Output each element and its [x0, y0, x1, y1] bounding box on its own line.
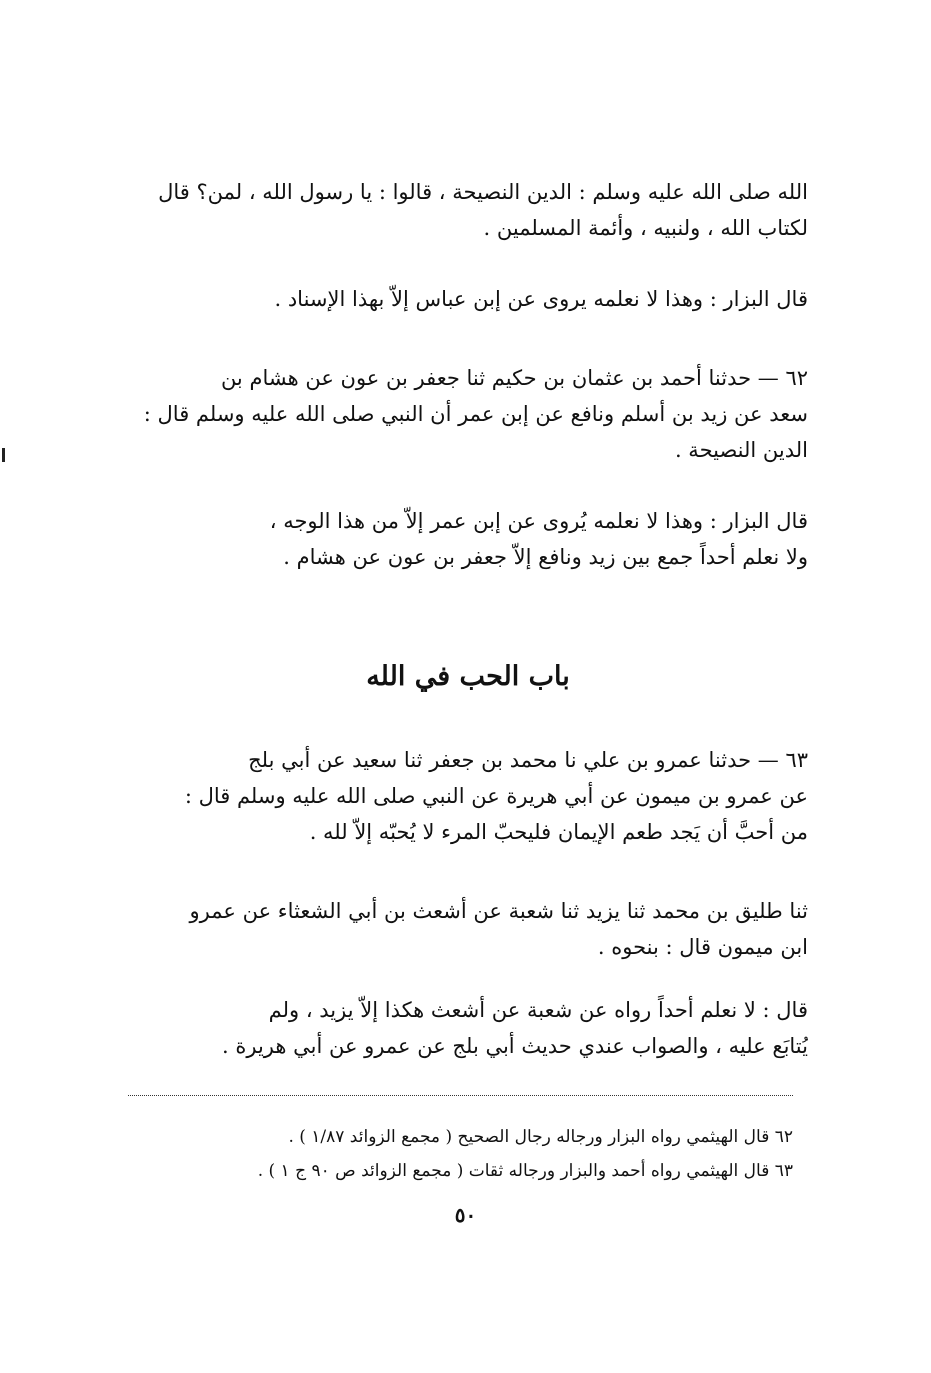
text-line: ٦٢ — حدثنا أحمد بن عثمان بن حكيم ثنا جعفر بن عون عن هشام بن — [220, 366, 808, 390]
text-line: ثنا طليق بن محمد ثنا يزيد ثنا شعبة عن أشعث بن أبي الشعثاء عن عمرو — [189, 899, 808, 923]
text-line: يُتابَع عليه ، والصواب عندي حديث أبي بلج عن عمرو عن أبي هريرة . — [222, 1034, 808, 1058]
text-line: عن عمرو بن ميمون عن أبي هريرة عن النبي صلى الله عليه وسلم قال : — [184, 784, 808, 808]
page-number: ٥٠ — [454, 1203, 477, 1227]
text-line: لكتاب الله ، ولنبيه ، وأئمة المسلمين . — [483, 216, 808, 240]
text-line: سعد عن زيد بن أسلم ونافع عن إبن عمر أن النبي صلى الله عليه وسلم قال : — [143, 402, 808, 426]
paragraph-bazzar-comment-63 — [128, 992, 808, 1064]
paragraph-bazzar-comment-61 — [128, 281, 808, 317]
text-line: الدين النصيحة . — [674, 438, 808, 462]
text-line: الله صلى الله عليه وسلم : الدين النصيحة ، قالوا : يا رسول الله ، لمن؟ قال — [158, 180, 808, 204]
text-line: قال البزار : وهذا لا نعلمه يروى عن إبن عباس إلاّ بهذا الإسناد . — [274, 287, 808, 311]
text-line: من أحبَّ أن يَجد طعم الإيمان فليحبّ المرء لا يُحبّه إلاّ لله . — [309, 820, 808, 844]
text-line: ابن ميمون قال : بنحوه . — [597, 935, 808, 959]
paragraph-hadith-63 — [128, 742, 808, 850]
footnotes — [128, 1120, 793, 1188]
text-line: قال : لا نعلم أحداً رواه عن شعبة عن أشعث هكذا إلاّ يزيد ، ولم — [268, 998, 808, 1022]
scan-edge-mark — [2, 448, 5, 462]
text-line: قال البزار : وهذا لا نعلمه يُروى عن إبن عمر إلاّ من هذا الوجه ، — [269, 509, 808, 533]
paragraph-hadith-61-ending — [128, 174, 808, 246]
footnote-divider — [128, 1095, 793, 1096]
paragraph-second-chain-63 — [128, 893, 808, 965]
text-line: ولا نعلم أحداً جمع بين زيد ونافع إلاّ جعفر بن عون عن هشام . — [283, 545, 808, 569]
paragraph-bazzar-comment-62 — [128, 503, 808, 575]
footnote-62: ٦٢ قال الهيثمي رواه البزار ورجاله رجال الصحيح ( مجمع الزوائد ١/٨٧ ) . — [288, 1127, 793, 1147]
paragraph-hadith-62 — [128, 360, 808, 468]
text-line: ٦٣ — حدثنا عمرو بن علي نا محمد بن جعفر ثنا سعيد عن أبي بلج — [248, 748, 808, 772]
chapter-heading: باب الحب في الله — [366, 661, 570, 692]
footnote-63: ٦٣ قال الهيثمي رواه أحمد والبزار ورجاله ثقات ( مجمع الزوائد ص ٩٠ ج ١ ) . — [257, 1161, 793, 1181]
